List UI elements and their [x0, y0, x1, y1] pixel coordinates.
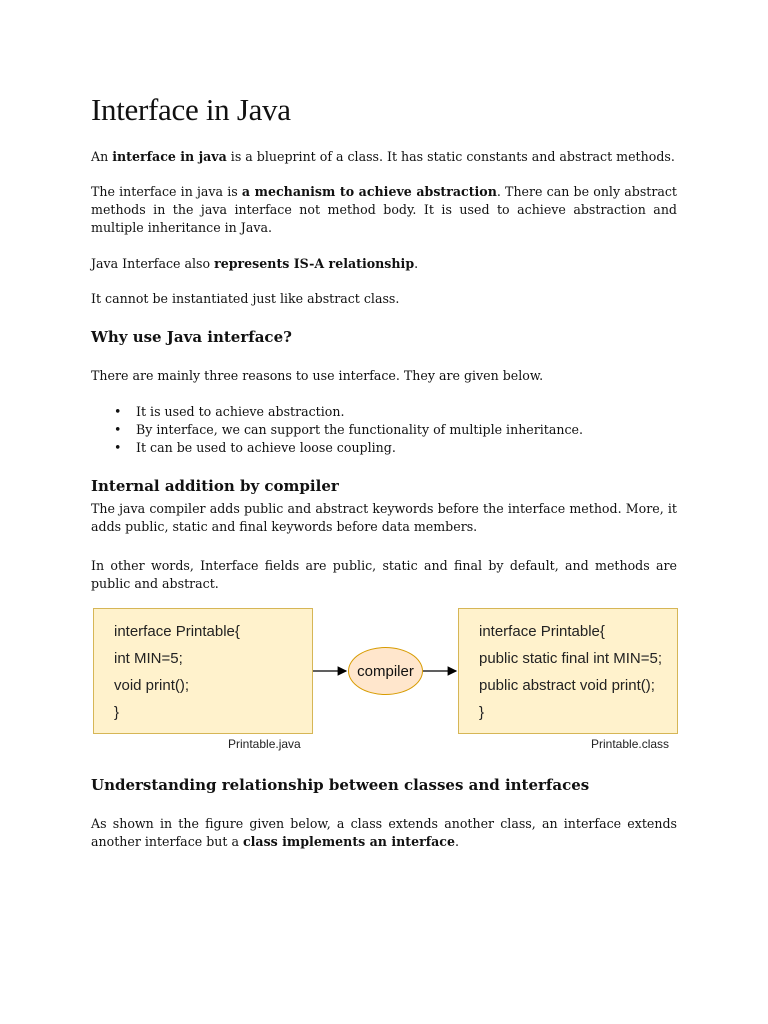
internal-paragraph-1	[91, 500, 677, 536]
text-span: An	[91, 149, 113, 164]
list-item	[114, 421, 677, 439]
bold-term: interface in java	[112, 149, 227, 164]
code-line: }	[114, 704, 120, 721]
compiler-diagram	[91, 608, 681, 758]
paragraph-text: The java compiler adds public and abstract keywords before the interface method. More, it adds public, static and final keywords before data members.	[91, 501, 677, 534]
compiled-code-box	[458, 608, 678, 734]
compiler-node: compiler	[348, 647, 423, 695]
relationship-paragraph	[91, 815, 677, 851]
list-item	[114, 439, 677, 457]
section-heading-relationship: Understanding relationship between classes and interfaces	[91, 776, 590, 794]
text-span: Java Interface also	[91, 256, 215, 271]
compiled-caption: Printable.class	[591, 737, 670, 751]
bold-term: a mechanism to achieve abstraction	[241, 184, 497, 199]
internal-heading-block	[91, 477, 677, 495]
intro-paragraph-4	[91, 290, 677, 308]
text-span: is a blueprint of a class. It has static constants and abstract methods.	[226, 149, 675, 164]
bold-term: represents IS-A relationship	[214, 256, 415, 271]
code-line: public static final int MIN=5;	[479, 650, 662, 667]
bold-term: class implements an interface	[242, 834, 455, 849]
page-title: Interface in Java	[91, 92, 291, 127]
internal-paragraph-2	[91, 557, 677, 593]
section-heading-internal: Internal addition by compiler	[91, 477, 339, 495]
relationship-heading-block	[91, 776, 677, 794]
text-span: The interface in java is	[91, 184, 242, 199]
paragraph-text: There are mainly three reasons to use interface. They are given below.	[91, 368, 544, 383]
code-line: int MIN=5;	[114, 650, 183, 667]
why-heading-block	[91, 328, 677, 346]
section-heading-why: Why use Java interface?	[91, 328, 292, 346]
code-line: interface Printable{	[479, 623, 605, 640]
bullet-icon: •	[114, 404, 122, 419]
bullet-icon: •	[114, 440, 122, 455]
code-line: public abstract void print();	[479, 677, 655, 694]
list-item-text: It is used to achieve abstraction.	[136, 404, 345, 419]
intro-paragraph-1	[91, 148, 677, 166]
list-item	[114, 403, 677, 421]
paragraph-text: It cannot be instantiated just like abstract class.	[91, 291, 400, 306]
source-caption: Printable.java	[228, 737, 301, 751]
text-span: .	[455, 834, 460, 849]
why-bullet-list	[91, 403, 677, 457]
list-item-text: It can be used to achieve loose coupling.	[136, 440, 396, 455]
text-span: . There can be only abstract methods in the java interface not method body. It is used to achieve abstraction and multiple inheritance in Java.	[91, 184, 677, 235]
intro-paragraph-2	[91, 183, 677, 237]
text-span: .	[414, 256, 419, 271]
why-lead	[91, 367, 677, 385]
list-item-text: By interface, we can support the functionality of multiple inheritance.	[136, 422, 583, 437]
code-line: }	[479, 704, 485, 721]
bullet-icon: •	[114, 422, 122, 437]
intro-paragraph-3	[91, 255, 677, 273]
paragraph-text: In other words, Interface fields are public, static and final by default, and methods are public and abstract.	[91, 558, 677, 591]
text-span: As shown in the figure given below, a class extends another class, an interface extends another interface but a	[91, 816, 677, 849]
code-line: void print();	[114, 677, 190, 694]
code-line: interface Printable{	[114, 623, 240, 640]
